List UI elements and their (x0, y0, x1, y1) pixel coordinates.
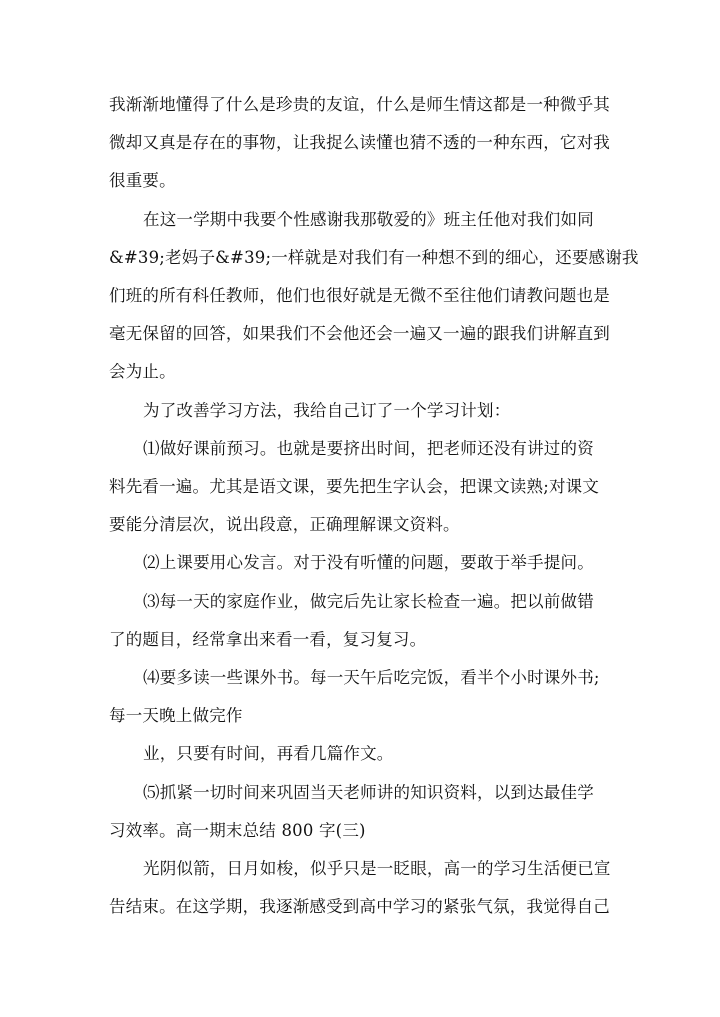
text-line: 们班的所有科任教师，他们也很好就是无微不至往他们请教问题也是 (109, 286, 610, 305)
text-line: &#39;老妈子&#39;一样就是对我们有一种想不到的细心，还要感谢我 (109, 248, 639, 267)
text-line: ⑵上课要用心发言。对于没有听懂的问题，要敢于举手提问。 (143, 553, 594, 572)
text-line: 很重要。 (109, 171, 176, 190)
text-line: 为了改善学习方法，我给自己订了一个学习计划： (143, 401, 511, 420)
text-line: 微却又真是存在的事物，让我捉么读懂也猜不透的一种东西，它对我 (109, 133, 610, 152)
text-line: 光阴似箭，日月如梭，似乎只是一眨眼，高一的学习生活便已宣 (143, 859, 611, 878)
text-line: 料先看一遍。尤其是语文课，要先把生字认会，把课文读熟;对课文 (109, 477, 600, 496)
text-line: ⑷要多读一些课外书。每一天午后吃完饭，看半个小时课外书; (143, 668, 600, 687)
text-line: 每一天晚上做完作 (109, 706, 243, 725)
text-line: 了的题目，经常拿出来看一看，复习复习。 (109, 630, 427, 649)
text-line: ⑶每一天的家庭作业，做完后先让家长检查一遍。把以前做错 (143, 592, 594, 611)
text-line: ⑸抓紧一切时间来巩固当天老师讲的知识资料，以到达最佳学 (143, 783, 594, 802)
text-line: 会为止。 (109, 362, 176, 381)
text-line: 毫无保留的回答，如果我们不会他还会一遍又一遍的跟我们讲解直到 (109, 324, 610, 343)
text-line: 习效率。高一期末总结 800 字(三) (109, 821, 366, 840)
text-line: 我渐渐地懂得了什么是珍贵的友谊，什么是师生情这都是一种微乎其 (109, 95, 610, 114)
text-line: ⑴做好课前预习。也就是要挤出时间，把老师还没有讲过的资 (143, 439, 594, 458)
text-line: 业，只要有时间，再看几篇作文。 (143, 744, 394, 763)
text-line: 要能分清层次，说出段意，正确理解课文资料。 (109, 515, 460, 534)
text-line: 在这一学期中我要个性感谢我那敬爱的》班主任他对我们如同 (143, 210, 594, 229)
text-line: 告结束。在这学期，我逐渐感受到高中学习的紧张气氛，我觉得自己 (109, 897, 610, 916)
